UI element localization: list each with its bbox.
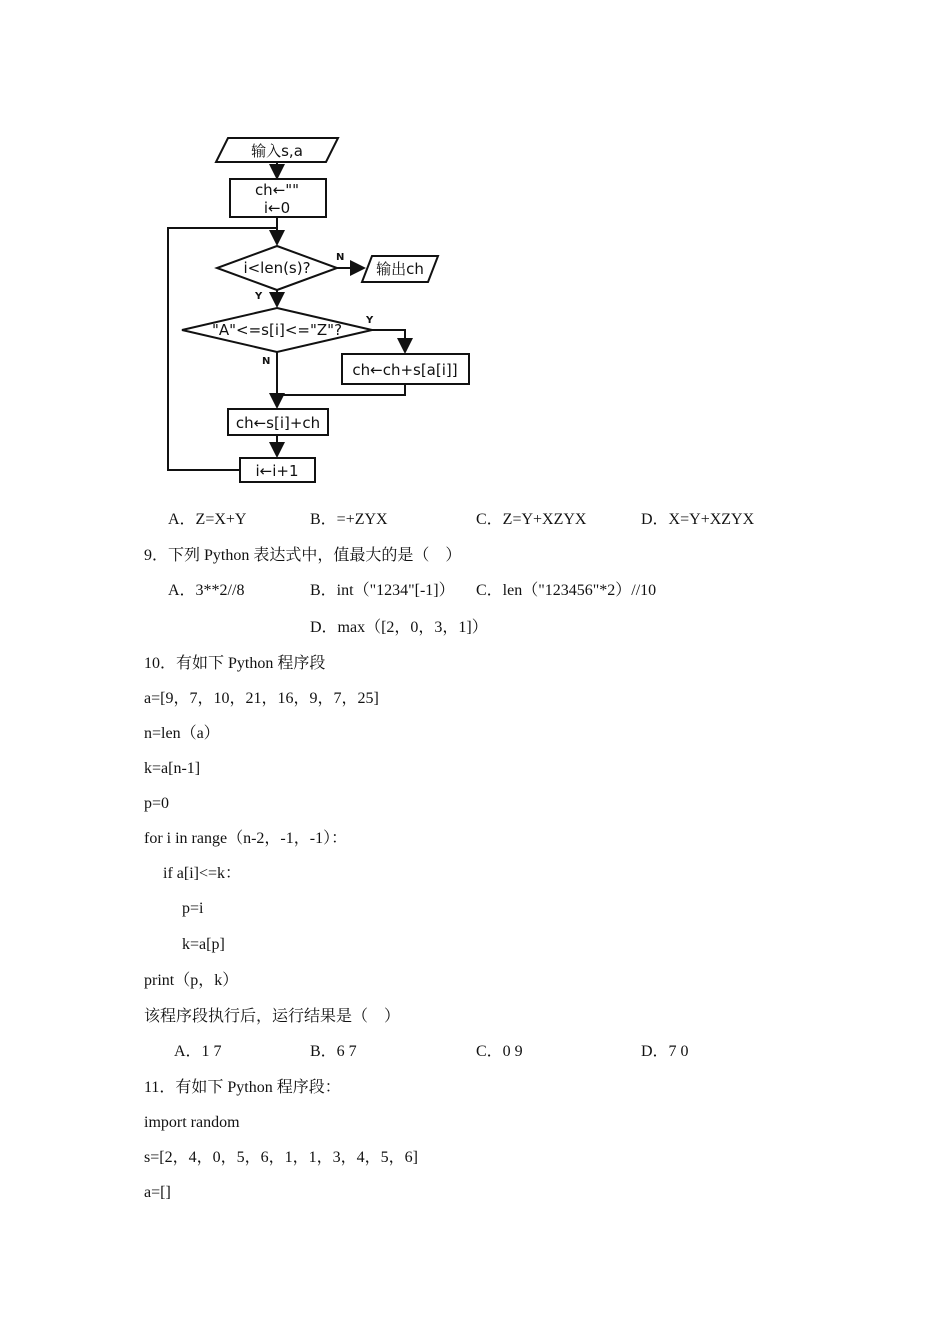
q9-option-a: A．3**2//8 bbox=[168, 582, 245, 599]
condition-1-no: N bbox=[336, 252, 345, 263]
step-label: ch←s[i]+ch bbox=[235, 414, 321, 432]
q10-option-a: A．1 7 bbox=[174, 1043, 222, 1060]
q10-stem: 10．有如下 Python 程序段 bbox=[144, 655, 326, 672]
condition-1-label: i<len(s)? bbox=[243, 259, 311, 277]
q8-option-c: C．Z=Y+XZYX bbox=[476, 511, 587, 528]
q9-stem: 9．下列 Python 表达式中，值最大的是（ ） bbox=[144, 547, 462, 564]
q10-code-line: if a[i]<=k： bbox=[163, 865, 242, 882]
branch-yes-label: ch←ch+s[a[i]] bbox=[352, 361, 458, 379]
condition-1-yes: Y bbox=[255, 291, 263, 302]
q10-code-line: p=i bbox=[182, 900, 204, 917]
q11-code-line: a=[] bbox=[144, 1184, 171, 1201]
condition-2-yes: Y bbox=[366, 315, 374, 326]
q8-option-d: D．X=Y+XZYX bbox=[641, 511, 755, 528]
q10-code-line: n=len（a） bbox=[144, 725, 220, 742]
q10-code-line: p=0 bbox=[144, 795, 170, 812]
condition-2-label: "A"<=s[i]<="Z"? bbox=[211, 321, 343, 339]
q11-code-line: import random bbox=[144, 1114, 240, 1131]
input-label: 输入s,a bbox=[251, 142, 303, 160]
q9-option-b: B．int（"1234"[-1]） bbox=[310, 582, 455, 599]
q10-code-line: for i in range（n-2，-1，-1）： bbox=[144, 830, 348, 847]
init-line1: ch←"" bbox=[254, 181, 300, 199]
q9-option-c: C．len（"123456"*2）//10 bbox=[476, 582, 657, 599]
q8-option-a: A．Z=X+Y bbox=[168, 511, 247, 528]
q8-option-b: B．=+ZYX bbox=[310, 511, 388, 528]
q11-code-line: s=[2，4，0，5，6，1，1，3，4，5，6] bbox=[144, 1149, 418, 1166]
q10-code-line: k=a[p] bbox=[182, 936, 225, 953]
q10-option-c: C．0 9 bbox=[476, 1043, 523, 1060]
q10-option-d: D．7 0 bbox=[641, 1043, 689, 1060]
flowchart bbox=[160, 132, 480, 492]
init-line2: i←0 bbox=[263, 199, 291, 217]
condition-2-no: N bbox=[262, 356, 271, 367]
q10-code-line: k=a[n-1] bbox=[144, 760, 201, 777]
output-label: 输出ch bbox=[376, 260, 424, 278]
q10-code-line: a=[9，7，10，21，16，9，7，25] bbox=[144, 690, 379, 707]
q10-question: 该程序段执行后，运行结果是（ ） bbox=[144, 1008, 401, 1025]
q9-option-d: D．max（[2，0，3，1]） bbox=[310, 619, 488, 636]
increment-label: i←i+1 bbox=[255, 462, 299, 480]
q11-stem: 11．有如下 Python 程序段： bbox=[144, 1079, 341, 1096]
q10-option-b: B．6 7 bbox=[310, 1043, 357, 1060]
q10-code-line: print（p，k） bbox=[144, 972, 239, 989]
